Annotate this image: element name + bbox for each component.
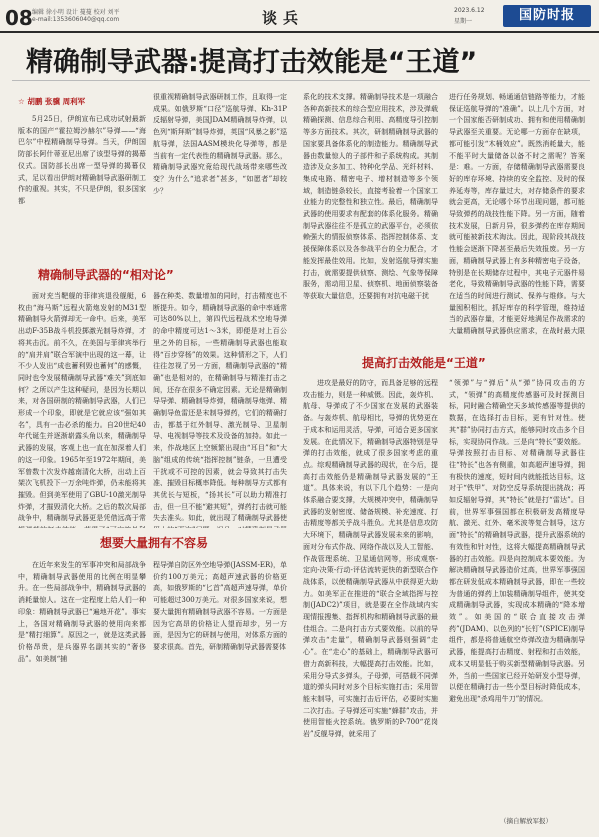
- paragraph: 5月25日，伊朗宣布已成功试射最新版本的国产“霍拉姆沙赫尔”导弹——“海巴尔”中程精确制导导弹。当天，伊朗国防部长阿什蒂亚尼出席了该型导弹的揭幕仪式。国防部长出席一型导弹的揭幕仪式，足以看出伊朗对精确制导武器研制工作的重视。其实，不只是伊朗，很多国家都: [18, 115, 146, 205]
- column-1-body: [18, 291, 146, 528]
- paragraph: 系化的技术支撑。精确制导技术是一项融合各种高新技术的综合型应用技术，涉及弹载精确探测、信息综合利用、高精度导引控制等多方面技术。其次，研制精确制导武器的国家要具备体系化的制造能力。精确制导武器由数量惊人的子部件和子系统构成。其制造涉及众多加工、特种化学品、光纤材料、集成电路、精密电子、增材制造等多个领域，制造链条较长，直接考验着一个国家工业能力的完整性和独立性。最后，精确制导武器的使用要求有配套的体系化服务。精确制导武器往往不是孤立的武器平台，必须依赖强大的情报侦察体系、指挥控制体系、支援保障体系以及各参战平台的全力配合，才能发挥最佳效用。比如，发射巡航导弹实施打击，就需要提供侦察、测绘、气象等保障服务，需动用卫星、侦察机、地面侦察装备等获取大量信息，还要拥有对抗电磁干扰: [303, 93, 438, 300]
- header-rule: [0, 31, 599, 33]
- paragraph: 程导弹自防区外空地导弹(JASSM-ER)，单价约100万美元；高超声速武器的价格更高，如俄罗斯的“匕首”高超声速导弹，单价可能超过300万美元。对很多国家来说，想要大量拥有精确制导武器不容易。一方面是因为它高昂的价格让人望而却步，另一方面，是因为它的研制与使用，对体系方面的要求很高。首先，研制精确制导武器需要体: [153, 561, 287, 651]
- title-rule: [12, 80, 590, 81]
- paragraph: 器在种类、数量增加的同时，打击精度也不断提升。如今，精确制导武器的命中率通常可达80%以上，第四代远程战术空地导弹的命中精度可达1～3米，即便是对上百公里之外的目标，一些精确制导武器也能取得“百步穿杨”的效果。这种情形之下，人们往往忽视了另一方面，精确制导武器的“精确”也是相对的，在精确制导与精准打击之间，还存在很多不确定因素。无论是精确制导导弹、精确制导炸弹，精确制导炮弹、精确制导鱼雷还是末制导弹药，它们的精确打击，都基于红外制导、激光制导、卫星制导、电视制导等技术及设备的加持。如此一来，作战地区上空频繁出现由“耳目”和“大脑”组成的传统“指挥控制”链条，一旦遭受干扰或不可控的因素，就会导致其打击失准、摧毁目标概率降低。每种制导方式都有其优长与短板，“扬其长”可以助力精准打击，但一旦不能“避其短”，弹药打击就可能失去准头。如此，就出现了精确制导武器使: [153, 292, 287, 523]
- paragraph: 很重视精确制导武器研制工作，且取得一定成果。如俄罗斯“口径”巡航导弹、Kh-31P反辐射导弹，美国JDAM精确制导炸弹，以色列“斯拜斯”制导炸弹，英国“风暴之影”巡航导弹，法国AASM模块化导弹等，都是当前有一定代表性的精确制导武器。那么，精确制导武器究竟给现代战场带来哪些改变？为什么“追求者”甚多，“如愿者”却较少？: [153, 93, 287, 195]
- paragraph: 面对充当靶舰的菲律宾退役舰艇，6枚由“海马斯”远程火箭炮发射的M31型精确制导火箭弹却无一命中。后来，美军出动F-35B战斗机投掷激光制导炸弹，才将其击沉。前不久，在美国与菲律宾举行的“肩并肩”联合军演中出现的这一幕，让不少人发出“成也蓄利毁也蓄何”的感慨，同时也令发展精确制导武器“难关”到底如何？之所以产生这种疑问，是因为长期以来，对各国研制的精确制导武器，人们已形成一个印象，即就是它就应该“强如其名”，具有一击必杀的能力。自20世纪40年代诞生并逐渐崭露头角以来，精确制导武器的发展，客观上也一直在加深着人们的这一印象。1965年至1972年期间，美军曾数十次发炸越南清化大桥，出动上百架次飞机投下一万余吨炸弹，仍未能将其摧毁。但到美军使用了GBU-10激光制导炸弹，才摧毁清化大桥。之后的数次局部战争中，精确制导武器更是凭借远高于常: [18, 292, 146, 523]
- section-name: 谈兵: [262, 9, 305, 27]
- page-header: [0, 0, 599, 34]
- subhead-efficiency: 提高打击效能是“王道”: [362, 356, 486, 370]
- editor-credits: 编辑 徐小明 设计 蔓蔓 校对 刘平: [32, 9, 120, 16]
- source-note: （摘自解放军报）: [500, 817, 552, 825]
- column-3-bottom: [303, 378, 438, 814]
- author-names: 胡鹏 张骥 周利军: [27, 97, 86, 106]
- column-4-top: [449, 92, 585, 338]
- column-3-top: [303, 92, 438, 338]
- byline: [18, 96, 85, 107]
- issue-weekday: 星期一: [454, 18, 473, 25]
- column-4-bottom: [449, 378, 585, 812]
- subhead-difficulty: 想要大量拥有不容易: [100, 536, 209, 550]
- column-1-bottom: [18, 560, 146, 830]
- column-2-bottom: [153, 560, 287, 830]
- article-title: 精确制导武器:提高打击效能是“王道”: [26, 47, 478, 78]
- paragraph: “领弹”与“弹后”从“弹”协同攻击的方式，“领弹”的高精度传感器可及时探测目标，同时融合精确空天多域传感器等提供的数据，在选择打击目标，更有针对性。使其“群”协同打击方式，能够同时攻击多个目标，实现协同作战。三是向“特长”要效能。导弹按照打击目标、对精确制导武器往往“特长”也各有侧重，如高超声速导弹，拥有极快的速度，短时间内就能抵达目标，这对于“铁甲”、对防空反导系统提出挑战；再如反辐射导弹，其“特长”就是打“雷达”。目前，世界军事强国都在积极研发高精度导航、激光、红外、毫米波等复合制导，这方面“特长”的精确制导武器，提升武器系统的有效性和针对性，这将大幅提高精确制导武器的打击效能。四是向控制成本要效能。为解决精确制导武器造价过高，世界军事强国都在研发低成本精确制导武器，即在一些较为普通的弹药上加装精确制导组件，使其变成精确制导武器，实现成本精确的“降本增效”。如美国的“联合直接攻击弹药”(JDAM)、以色列的“长钉”(SPICE)制导组件，都是将普通航空炸弹改造为精确制导武器，能提高打击精度、射程和打击效能，成本又明显低于购买新型精确制导武器。另外，当前一些国家已经开始研发小型导弹，以便在精确打击一些小型目标时降低成本，避免出现“杀鸡用牛刀”的情况。: [449, 379, 585, 703]
- column-2-intro: [153, 92, 287, 250]
- subhead-relativity: 精确制导武器的“相对论”: [38, 268, 174, 282]
- issue-date: 2023.6.12: [454, 7, 485, 14]
- page-number: 08: [5, 6, 33, 30]
- star-icon: ☆: [18, 97, 28, 106]
- masthead-logo: 国防时报: [503, 5, 591, 27]
- paragraph: 进攻是最好的防守，而具备足够的远程攻击能力，则是一种威慑。因此，轰炸机、航母、导弹成了不少国家在发展的武器装备。与轰炸机、航母相比，导弹的优势更在于成本和运用灵活，导弹，可适合更多国家发展。在此情况下，精确制导武器特别是导弹的打击效能，就成了很多国家考虑的重点。综观精确制导武器的现状，在今后，提高打击效能仍是精确制导武器发展的“王道”。具体来说，有以下几个趋势：一是向体系融合要支撑，大规模冲突中，精确制导武器的发射密度、储备规模、补充速度、打击精度等都关乎战斗胜负。尤其是信息攻防大环境下，精确制导武器发展未来的影响，面对分布式作战、网络作战以及人工智能、作战管理系统、卫星通信网等，形成观察-定向-决策-行动-评估流转更快的新型联合作战体系，以使精确制导武器从中获得更大助力。如美军正在推进的“联合全域指挥与控制(JADC2)”项目，就是要在全作战域内实现情报搜集、指挥机构和精确制导武器的最佳组合。二是向打击方式要效能。以前的导弹攻击“走量”，精确制导武器则强调“走心”。在“走心”的基础上，精确制导武器可借力高新科技，大幅提高打击效能。比如，采用分导式多弹头，子母弹，可搭载不同弹道的弹头同时对多个目标实施打击；采用智能末制导，可实施打击后评估，必要时实施二次打击。子导弹还可实施“蜂群”攻击，并使用智能火控系统。俄罗斯的P-700“花岗岩”反舰导弹，就采用了: [303, 379, 438, 739]
- contact-email: e-mail:1353606040@qq.com: [32, 16, 120, 23]
- column-2-body: [153, 291, 287, 528]
- column-1-intro: [18, 114, 146, 266]
- paragraph: 在近年来发生的军事冲突和局部战争中，精确制导武器使用的比例在明显攀升。在一些局部战争中，精确制导武器的消耗量惊人。这在一定程度上给人们一种印象：精确制导武器已“遍地开花”。事实上，各国对精确制导武器的使用向来都是“精打细算”。原因之一，就是这类武器价格昂贵，是兵器界名副其实的“奢侈品”。如美制“捕: [18, 561, 146, 663]
- paragraph: 进行任务规划、畅通通信链路等能力，才能保证巡航导弹的“准确”。以上几个方面，对一个国家能否研制成功、拥有和使用精确制导武器至关重要。无论哪一方面存在缺项，都可能引发“木桶效应”。既然消耗量大，能不能平时大量储备以备不时之需呢？答案是：难。一方面，存储精确制导武器需要良好的库存环境、持续的安全监控、及时的保养延寿等，库存量过大，对存储条件的要求就会更高，无论哪个环节出现问题，都可能导致弹药的战技性能下降。另一方面，随着技术发展，日新月异，很多弹药在库存期间就可能被新技术淘汰。因此，现阶段其战技性能会逐渐下降甚至最后失效报废。另一方面，精确制导武器上有多种精密电子设备，特别是在长期储存过程中，其电子元器件易老化，导致精确制导武器的性能下降，需要在适当的时间进行测试、保养与维修。与大量囤积相比，抓好库存的科学管理，维持适当的武器存量，才能更好地满足作战需求的大量精确制导武器供应需求，在战时最大限: [449, 93, 585, 336]
